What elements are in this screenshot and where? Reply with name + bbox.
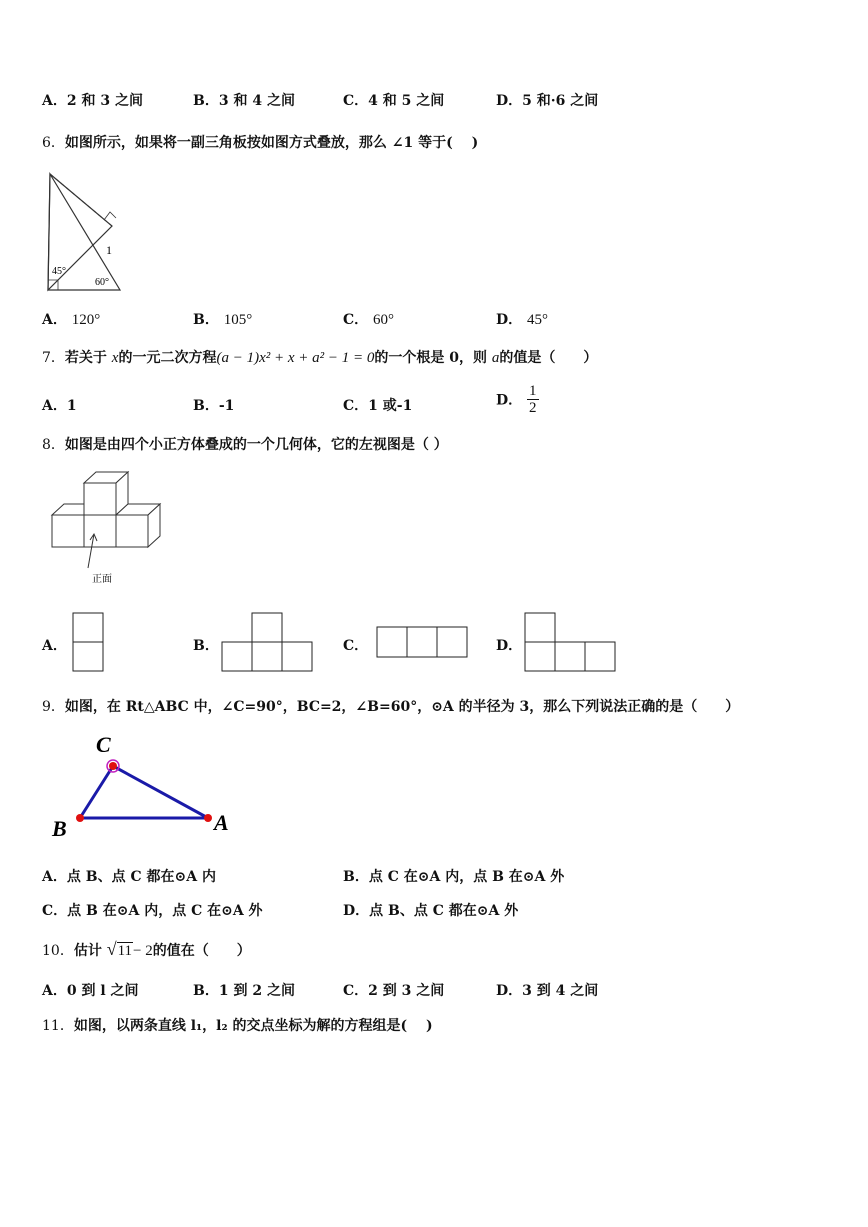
q6-option-c: C． 60° [343,312,395,328]
q8-option-c-label: C． [343,638,369,654]
q8-stem: 8．如图是由四个小正方体叠成的一个几何体，它的左视图是（ ） [42,437,448,453]
q9-option-d: D．点 B、点 C 都在⊙A 外 [343,903,519,919]
q10-option-a: A．0 到 l 之间 [42,983,139,999]
q7-option-a: A．1 [42,398,77,414]
vertex-b-label: B [52,816,67,841]
q7-stem: 7．若关于 x的一元二次方程(a − 1)x² + x + a² − 1 = 0的一个根是 0，则 a的值是（ ） [42,350,598,366]
q6-stem: 6．如图所示，如果将一副三角板按如图方式叠放，那么 ∠1 等于( ) [42,135,479,151]
q8-option-c-view [376,626,470,660]
q7-option-d: D． $\frac{1}{2}$ [496,383,537,416]
angle-60-label: 60° [95,277,109,288]
q7-equation: (a − 1)x² + x + a² − 1 = 0 [216,350,375,366]
q8-solid-figure [48,470,168,590]
q8-option-b-view [221,612,315,674]
q6-figure [40,168,130,296]
q8-option-d-label: D． [496,638,523,654]
q5-option-d: D．5 和·6 之间 [496,93,599,109]
angle-45-label: 45° [52,266,66,277]
variable-a: a [491,350,500,366]
q8-option-b-label: B． [193,638,219,654]
sqrt-expression: √11 [106,939,133,959]
q8-option-a-label: A． [42,638,67,654]
q10-option-c: C．2 到 3 之间 [343,983,445,999]
vertex-a-label: A [214,810,229,835]
q10-option-b: B．1 到 2 之间 [193,983,295,999]
q9-option-c: C．点 B 在⊙A 内，点 C 在⊙A 外 [42,903,263,919]
q11-stem: 11．如图，以两条直线 l₁，l₂ 的交点坐标为解的方程组是( ) [42,1018,433,1034]
q9-option-b: B．点 C 在⊙A 内，点 B 在⊙A 外 [343,869,565,885]
q7-option-b: B．-1 [193,398,235,414]
q5-option-b: B．3 和 4 之间 [193,93,295,109]
angle-1-label: 1 [106,243,112,257]
q7-option-c: C．1 或-1 [343,398,413,414]
q10-option-d: D．3 到 4 之间 [496,983,599,999]
q9-stem: 9．如图，在 Rt△ABC 中，∠C=90°，BC=2，∠B=60°，⊙A 的半径为 3，那么下列说法正确的是（ ） [42,699,740,715]
q8-option-d-view [524,612,618,674]
q6-option-d: D． 45° [496,312,549,328]
vertex-c-label: C [96,732,111,757]
fraction-one-half: $\frac{1}{2}$ [529,383,537,416]
variable-x: x [111,350,119,366]
q10-stem: 10．估计 √11− 2的值在（ ） [42,939,251,959]
q9-triangle-figure [48,730,238,842]
q5-option-c: C．4 和 5 之间 [343,93,445,109]
q8-option-a-view [72,612,106,674]
q6-option-a: A． 120° [42,312,101,328]
front-label: 正面 [92,574,112,585]
q6-option-b: B． 105° [193,312,253,328]
q9-option-a: A．点 B、点 C 都在⊙A 内 [42,869,216,885]
q5-option-a: A．2 和 3 之间 [42,93,143,109]
